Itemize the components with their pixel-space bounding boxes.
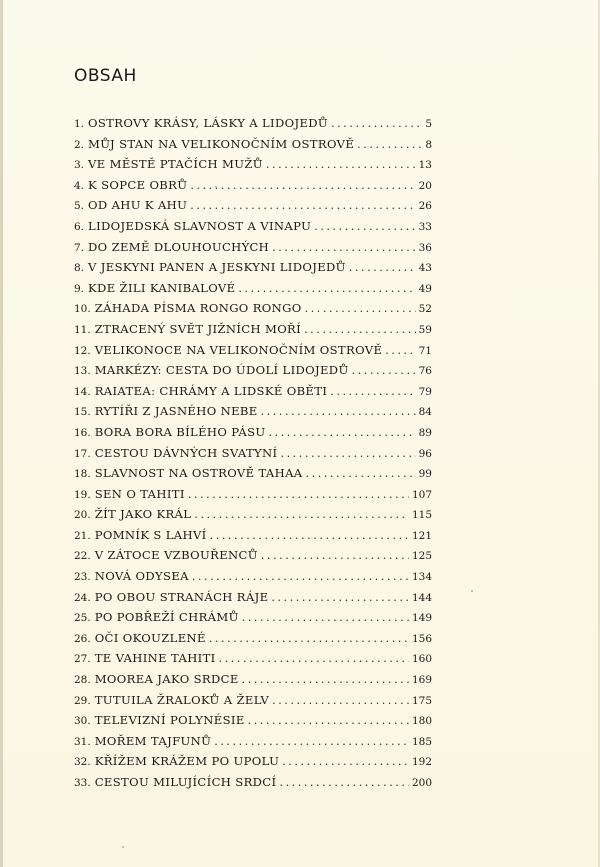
toc-entry-title: KŘÍŽEM KRÁŽEM PO UPOLU bbox=[94, 754, 280, 769]
paper-speck bbox=[122, 846, 124, 848]
toc-entry-number: 30. bbox=[74, 715, 91, 728]
toc-entry-number: 21. bbox=[74, 529, 91, 542]
toc-entry-number: 13. bbox=[74, 365, 91, 378]
toc-entry-title: MARKÉZY: CESTA DO ÚDOLÍ LIDOJEDŮ bbox=[94, 363, 349, 378]
toc-entry-title: V JESKYNI PANEN A JESKYNI LIDOJEDŮ bbox=[88, 260, 346, 275]
toc-entry-title: RAIATEA: CHRÁMY A LIDSKÉ OBĚTI bbox=[94, 383, 328, 398]
toc-entry-page: 99 bbox=[418, 468, 432, 481]
toc-entry-title: SLAVNOST NA OSTROVĚ TAHAA bbox=[94, 466, 303, 481]
dot-leader bbox=[352, 361, 416, 382]
toc-entry-number: 32. bbox=[74, 756, 91, 769]
toc-entry-number: 26. bbox=[74, 632, 91, 645]
toc-entry-number: 10. bbox=[74, 303, 91, 316]
toc-entry bbox=[74, 443, 432, 464]
toc-entry bbox=[74, 710, 432, 731]
toc-entry-page: 144 bbox=[411, 591, 432, 604]
toc-entry-page: 79 bbox=[418, 385, 432, 398]
toc-entry-page: 149 bbox=[411, 612, 432, 625]
toc-entry bbox=[74, 298, 432, 319]
toc-entry bbox=[74, 257, 432, 278]
dot-leader bbox=[190, 196, 415, 217]
toc-entry bbox=[74, 463, 432, 484]
dot-leader bbox=[188, 485, 409, 506]
toc-entry bbox=[74, 195, 432, 216]
toc-entry-title: DO ZEMĚ DLOUHOUCHÝCH bbox=[88, 239, 270, 254]
toc-entry bbox=[74, 360, 432, 381]
toc-entry-page: 5 bbox=[425, 118, 432, 130]
toc-entry-page: 192 bbox=[411, 756, 432, 769]
toc-entry-number: 16. bbox=[74, 426, 91, 439]
dot-leader bbox=[190, 176, 415, 197]
dot-leader bbox=[330, 382, 415, 403]
toc-entry bbox=[74, 175, 432, 196]
dot-leader bbox=[271, 588, 409, 609]
toc-entry-page: 89 bbox=[418, 426, 432, 439]
page-edge-left bbox=[0, 0, 3, 867]
toc-entry-page: 8 bbox=[425, 138, 432, 151]
toc-entry bbox=[74, 669, 432, 690]
toc-entry-title: PO POBŘEŽÍ CHRÁMŮ bbox=[94, 610, 239, 625]
toc-entry-page: 175 bbox=[411, 694, 432, 707]
toc-entry-page: 200 bbox=[411, 777, 432, 789]
toc-entry-page: 76 bbox=[418, 365, 432, 378]
toc-entry-number: 22. bbox=[74, 550, 91, 563]
toc-entry-number: 7. bbox=[74, 241, 85, 254]
toc-entry-title: VE MĚSTĚ PTAČÍCH MUŽŮ bbox=[88, 157, 263, 172]
toc-entry-number: 28. bbox=[74, 674, 91, 687]
toc-entry-page: 115 bbox=[411, 509, 432, 522]
toc-entry-title: TE VAHINE TAHITI bbox=[94, 651, 216, 666]
toc-entry-number: 1. bbox=[74, 118, 85, 130]
toc-entry-page: 13 bbox=[418, 159, 432, 172]
toc-entry-number: 9. bbox=[74, 282, 85, 295]
toc-entry-title: MOŘEM TAJFUNŮ bbox=[94, 733, 212, 748]
dot-leader bbox=[357, 135, 422, 156]
toc-entry bbox=[74, 422, 432, 443]
dot-leader bbox=[305, 299, 416, 320]
toc-entry bbox=[74, 545, 432, 566]
dot-leader bbox=[214, 732, 409, 753]
dot-leader bbox=[272, 691, 409, 712]
toc-entry-page: 185 bbox=[411, 735, 432, 748]
toc-entry-number: 31. bbox=[74, 735, 91, 748]
toc-entry bbox=[74, 134, 432, 155]
toc-entry bbox=[74, 751, 432, 772]
toc-entry bbox=[74, 772, 432, 793]
toc-entry bbox=[74, 237, 432, 258]
toc-entry-number: 18. bbox=[74, 468, 91, 481]
toc-entry bbox=[74, 401, 432, 422]
toc-entry-number: 25. bbox=[74, 612, 91, 625]
toc-entry-page: 107 bbox=[411, 488, 432, 501]
toc-entry-page: 20 bbox=[418, 179, 432, 192]
dot-leader bbox=[269, 423, 416, 444]
toc-entry-number: 2. bbox=[74, 138, 85, 151]
toc-entry-title: SEN O TAHITI bbox=[94, 486, 185, 501]
dot-leader bbox=[272, 238, 416, 259]
dot-leader bbox=[282, 752, 409, 773]
toc-entry-number: 29. bbox=[74, 694, 91, 707]
toc-entry bbox=[74, 690, 432, 711]
toc-entry bbox=[74, 216, 432, 237]
dot-leader bbox=[349, 258, 416, 279]
toc-entry bbox=[74, 525, 432, 546]
toc-entry-title: ZÁHADA PÍSMA RONGO RONGO bbox=[94, 301, 302, 316]
toc-entry-number: 17. bbox=[74, 447, 91, 460]
toc-entry-number: 12. bbox=[74, 344, 91, 357]
toc-entry bbox=[74, 607, 432, 628]
dot-leader bbox=[238, 279, 415, 300]
toc-entry-number: 6. bbox=[74, 220, 85, 233]
toc-entry-title: ZTRACENÝ SVĚT JIŽNÍCH MOŘÍ bbox=[94, 321, 302, 336]
toc-entry-page: 84 bbox=[418, 406, 432, 419]
toc-entry-title: KDE ŽILI KANIBALOVÉ bbox=[88, 280, 236, 295]
table-of-contents bbox=[74, 113, 432, 793]
toc-entry bbox=[74, 566, 432, 587]
toc-entry bbox=[74, 587, 432, 608]
dot-leader bbox=[194, 505, 409, 526]
toc-entry bbox=[74, 628, 432, 649]
dot-leader bbox=[192, 567, 409, 588]
toc-entry-title: POMNÍK S LAHVÍ bbox=[94, 527, 207, 542]
toc-entry bbox=[74, 154, 432, 175]
toc-entry-title: NOVÁ ODYSEA bbox=[94, 569, 189, 584]
toc-entry-title: MOOREA JAKO SRDCE bbox=[94, 672, 239, 687]
toc-entry bbox=[74, 731, 432, 752]
dot-leader bbox=[331, 114, 422, 135]
toc-entry-page: 169 bbox=[411, 674, 432, 687]
toc-entry bbox=[74, 484, 432, 505]
toc-entry bbox=[74, 278, 432, 299]
toc-entry-title: PO OBOU STRANÁCH RÁJE bbox=[94, 589, 269, 604]
toc-entry-title: TUTUILA ŽRALOKŮ A ŽELV bbox=[94, 692, 270, 707]
dot-leader bbox=[219, 649, 409, 670]
toc-entry-number: 3. bbox=[74, 159, 85, 172]
dot-leader bbox=[242, 608, 409, 629]
paper-speck bbox=[215, 186, 217, 188]
toc-entry-title: CESTOU MILUJÍCÍCH SRDCÍ bbox=[94, 775, 277, 789]
dot-leader bbox=[279, 773, 408, 794]
toc-entry-number: 4. bbox=[74, 179, 85, 192]
toc-entry-number: 33. bbox=[74, 777, 91, 789]
dot-leader bbox=[280, 444, 415, 465]
toc-entry-number: 19. bbox=[74, 488, 91, 501]
toc-entry-page: 134 bbox=[411, 571, 432, 584]
dot-leader bbox=[304, 320, 416, 341]
dot-leader bbox=[261, 402, 416, 423]
toc-entry-number: 24. bbox=[74, 591, 91, 604]
toc-entry bbox=[74, 381, 432, 402]
dot-leader bbox=[266, 155, 416, 176]
toc-entry-page: 33 bbox=[418, 220, 432, 233]
toc-entry-number: 15. bbox=[74, 406, 91, 419]
toc-heading: OBSAH bbox=[74, 66, 137, 86]
toc-entry-title: MŮJ STAN NA VELIKONOČNÍM OSTROVĚ bbox=[88, 136, 355, 151]
toc-entry-title: V ZÁTOCE VZBOUŘENCŮ bbox=[94, 548, 258, 563]
toc-entry-title: VELIKONOCE NA VELIKONOČNÍM OSTROVĚ bbox=[94, 342, 383, 357]
toc-entry-page: 121 bbox=[411, 529, 432, 542]
toc-entry-page: 36 bbox=[418, 241, 432, 254]
dot-leader bbox=[314, 217, 415, 238]
toc-entry-number: 23. bbox=[74, 571, 91, 584]
toc-entry-page: 52 bbox=[418, 303, 432, 316]
toc-entry bbox=[74, 113, 432, 134]
toc-entry bbox=[74, 648, 432, 669]
toc-entry bbox=[74, 319, 432, 340]
toc-entry-number: 8. bbox=[74, 262, 85, 275]
dot-leader bbox=[248, 711, 409, 732]
toc-entry-page: 156 bbox=[411, 632, 432, 645]
dot-leader bbox=[210, 526, 409, 547]
paper-speck bbox=[471, 590, 473, 592]
toc-entry-number: 14. bbox=[74, 385, 91, 398]
toc-entry-number: 11. bbox=[74, 323, 91, 336]
toc-entry-title: ŽÍT JAKO KRÁL bbox=[94, 507, 192, 522]
toc-entry-page: 125 bbox=[411, 550, 432, 563]
toc-entry-title: OD AHU K AHU bbox=[88, 198, 188, 213]
toc-entry-title: TELEVIZNÍ POLYNÉSIE bbox=[94, 713, 245, 728]
toc-entry-number: 27. bbox=[74, 653, 91, 666]
toc-entry-page: 96 bbox=[418, 447, 432, 460]
toc-entry-title: OČI OKOUZLENÉ bbox=[94, 630, 206, 645]
dot-leader bbox=[385, 341, 415, 362]
toc-entry-title: BORA BORA BÍLÉHO PÁSU bbox=[94, 424, 266, 439]
toc-entry-number: 20. bbox=[74, 509, 91, 522]
toc-entry-title: CESTOU DÁVNÝCH SVATYNÍ bbox=[94, 445, 278, 460]
toc-entry bbox=[74, 340, 432, 361]
toc-entry-page: 59 bbox=[418, 323, 432, 336]
toc-entry-page: 71 bbox=[418, 344, 432, 357]
toc-entry-page: 160 bbox=[411, 653, 432, 666]
toc-entry-title: OSTROVY KRÁSY, LÁSKY A LIDOJEDŮ bbox=[88, 116, 329, 130]
toc-entry-page: 49 bbox=[418, 282, 432, 295]
dot-leader bbox=[261, 546, 409, 567]
toc-entry-number: 5. bbox=[74, 200, 85, 213]
dot-leader bbox=[209, 629, 409, 650]
toc-entry-page: 26 bbox=[418, 200, 432, 213]
toc-entry bbox=[74, 504, 432, 525]
toc-entry-title: LIDOJEDSKÁ SLAVNOST A VINAPU bbox=[88, 218, 312, 233]
toc-entry-title: K SOPCE OBRŮ bbox=[88, 177, 188, 192]
toc-entry-page: 43 bbox=[418, 262, 432, 275]
toc-entry-title: RYTÍŘI Z JASNÉHO NEBE bbox=[94, 404, 258, 419]
toc-entry-page: 180 bbox=[411, 715, 432, 728]
dot-leader bbox=[306, 464, 416, 485]
dot-leader bbox=[242, 670, 409, 691]
